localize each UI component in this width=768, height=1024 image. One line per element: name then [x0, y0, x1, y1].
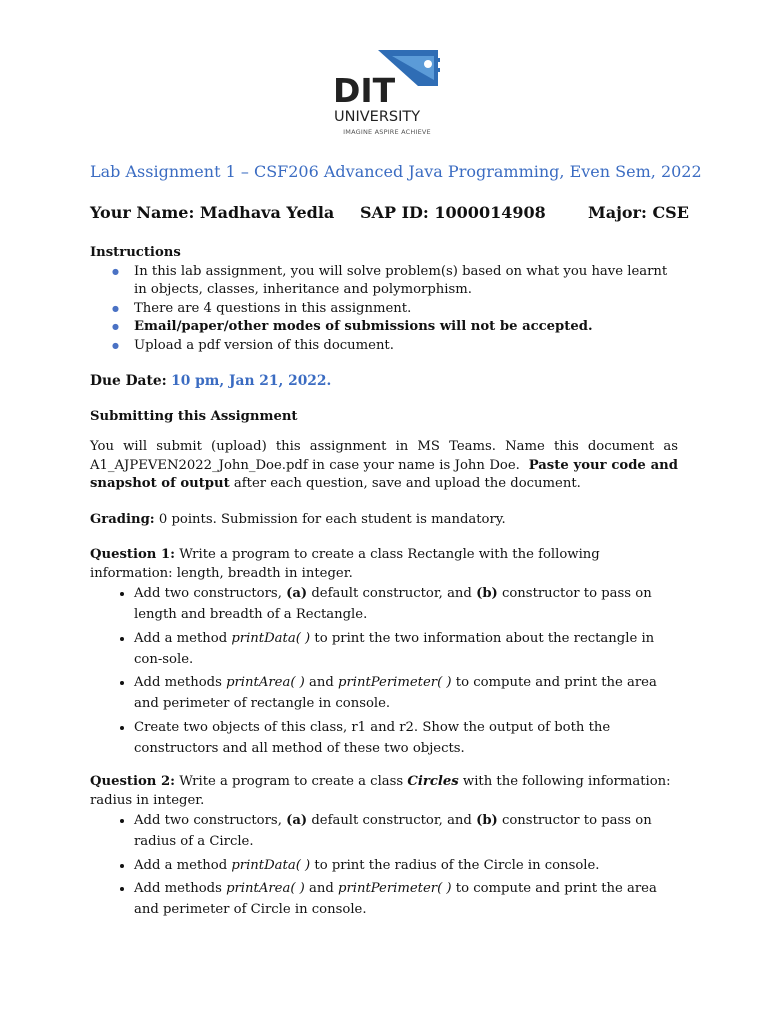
- due-date: Due Date: 10 pm, Jan 21, 2022.: [90, 373, 332, 389]
- question-2-list: [90, 810, 678, 920]
- question-2-intro: Question 2: Write a program to create a class Circles with the following information: radius in integer.: [90, 774, 671, 808]
- list-item: • Add a method printData( ) to print the two information about the rectangle in con-sole.: [134, 628, 678, 670]
- student-name: Your Name: Madhava Yedla: [90, 203, 335, 222]
- list-item: • Add two constructors, (a) default constructor, and (b) constructor to pass on radius of a Circle.: [134, 810, 678, 852]
- list-item: ● Upload a pdf version of this document.: [134, 337, 678, 356]
- logo-tagline: IMAGINE ASPIRE ACHIEVE: [343, 128, 431, 136]
- list-item: ● In this lab assignment, you will solve problem(s) based on what you have learnt in objects, classes, inheritance and polymorphism.: [134, 263, 678, 300]
- list-item: • Add two constructors, (a) default constructor, and (b) constructor to pass on length and breadth of a Rectangle.: [134, 583, 678, 625]
- submitting-text: You will submit (upload) this assignment in MS Teams. Name this document as A1_AJPEVEN2022_John_Doe.pdf in case your name is John Doe. Paste your code and snapshot of output after each question, save and upload the document.: [90, 439, 678, 491]
- list-item: ● Email/paper/other modes of submissions will not be accepted.: [134, 318, 678, 337]
- list-item: • Add methods printArea( ) and printPerimeter( ) to compute and print the area and perimeter of Circle in console.: [134, 878, 678, 920]
- list-item: • Add a method printData( ) to print the radius of the Circle in console.: [134, 855, 678, 876]
- svg-text:UNIVERSITY: UNIVERSITY: [334, 109, 421, 125]
- instructions-heading: Instructions: [90, 245, 181, 260]
- instructions-list: [90, 263, 678, 356]
- document-body: [90, 244, 678, 923]
- submitting-heading: Submitting this Assignment: [90, 408, 298, 424]
- question-1-list: [90, 583, 678, 759]
- page-title: Lab Assignment 1 – CSF206 Advanced Java Programming, Even Sem, 2022: [90, 162, 702, 181]
- student-major: Major: CSE: [588, 203, 689, 222]
- dit-logo-icon: [332, 46, 442, 141]
- svg-text:DIT: DIT: [333, 71, 396, 110]
- grading-text: Grading: 0 points. Submission for each student is mandatory.: [90, 511, 506, 527]
- university-logo: [332, 46, 442, 141]
- list-item: ● There are 4 questions in this assignment.: [134, 300, 678, 319]
- list-item: • Create two objects of this class, r1 and r2. Show the output of both the constructors and all method of these two objects.: [134, 717, 678, 759]
- list-item: • Add methods printArea( ) and printPerimeter( ) to compute and print the area and perimeter of rectangle in console.: [134, 672, 678, 714]
- student-sap-id: SAP ID: 1000014908: [360, 203, 546, 222]
- question-1-intro: Question 1: Write a program to create a class Rectangle with the following information: length, breadth in integer.: [90, 547, 600, 581]
